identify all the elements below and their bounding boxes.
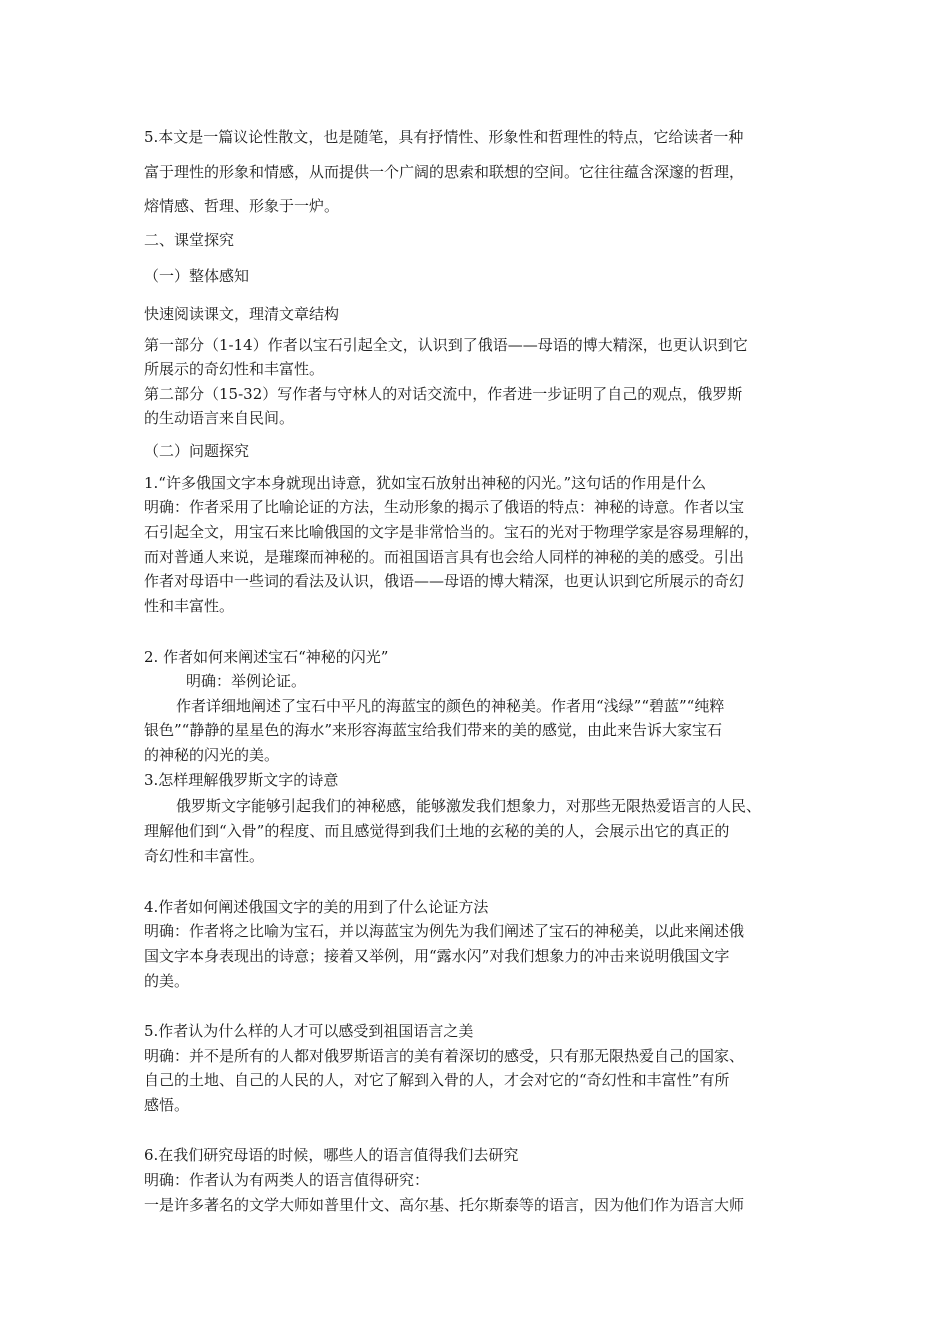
question-line: 6.在我们研究母语的时候，哪些人的语言值得我们去研究 xyxy=(144,1146,519,1164)
text-line: 明确：举例论证。 xyxy=(186,672,307,690)
text-line: 作者详细地阐述了宝石中平凡的海蓝宝的颜色的神秘美。作者用“浅绿”“碧蓝”“纯粹 xyxy=(176,697,725,715)
subsection-heading: （二）问题探究 xyxy=(144,442,250,460)
text-line: 明确：作者认为有两类人的语言值得研究： xyxy=(144,1171,430,1189)
question-line: 1.“许多俄国文字本身就现出诗意，犹如宝石放射出神秘的闪光。”这句话的作用是什么 xyxy=(144,474,707,492)
text-line: 一是许多著名的文学大师如普里什文、高尔基、托尔斯泰等的语言，因为他们作为语言大师 xyxy=(144,1196,745,1214)
text-line: 明确：作者采用了比喻论证的方法，生动形象的揭示了俄语的特点：神秘的诗意。作者以宝 xyxy=(144,498,745,516)
text-line: 明确：作者将之比喻为宝石，并以海蓝宝为例先为我们阐述了宝石的神秘美，以此来阐述俄 xyxy=(144,922,745,940)
text-line: 明确：并不是所有的人都对俄罗斯语言的美有着深切的感受，只有那无限热爱自己的国家、 xyxy=(144,1047,745,1065)
text-line: 石引起全文，用宝石来比喻俄国的文字是非常恰当的。宝石的光对于物理学家是容易理解的， xyxy=(144,523,760,541)
text-line: 作者对母语中一些词的看法及认识，俄语——母语的博大精深，也更认识到它所展示的奇幻 xyxy=(144,572,745,590)
text-line: 俄罗斯文字能够引起我们的神秘感，能够激发我们想象力，对那些无限热爱语言的人民、 xyxy=(176,797,762,815)
text-line: 的生动语言来自民间。 xyxy=(144,409,295,427)
text-line: 第一部分（1-14）作者以宝石引起全文，认识到了俄语——母语的博大精深，也更认识到它 xyxy=(144,336,748,354)
text-line: 富于理性的形象和情感，从而提供一个广阔的思索和联想的空间。它往往蕴含深邃的哲理， xyxy=(144,163,745,181)
text-line: 快速阅读课文，理清文章结构 xyxy=(144,305,340,323)
text-line: 而对普通人来说，是璀璨而神秘的。而祖国语言具有也会给人同样的神秘的美的感受。引出 xyxy=(144,548,745,566)
text-line: 第二部分（15-32）写作者与守林人的对话交流中，作者进一步证明了自己的观点，俄罗斯 xyxy=(144,385,743,403)
text-line: 自己的土地、自己的人民的人，对它了解到入骨的人，才会对它的“奇幻性和丰富性”有所 xyxy=(144,1071,730,1089)
question-line: 4.作者如何阐述俄国文字的美的用到了什么论证方法 xyxy=(144,898,489,916)
text-line: 的神秘的闪光的美。 xyxy=(144,746,280,764)
text-line: 国文字本身表现出的诗意；接着又举例，用“露水闪”对我们想象力的冲击来说明俄国文字 xyxy=(144,947,730,965)
section-heading: 二、课堂探究 xyxy=(144,231,235,249)
text-line: 的美。 xyxy=(144,972,190,990)
text-line: 5.本文是一篇议论性散文，也是随笔，具有抒情性、形象性和哲理性的特点，它给读者一种 xyxy=(144,128,744,146)
question-line: 2. 作者如何来阐述宝石“神秘的闪光” xyxy=(144,648,389,666)
text-line: 奇幻性和丰富性。 xyxy=(144,847,265,865)
text-line: 感悟。 xyxy=(144,1096,190,1114)
subsection-heading: （一）整体感知 xyxy=(144,267,250,285)
question-line: 5.作者认为什么样的人才可以感受到祖国语言之美 xyxy=(144,1022,474,1040)
text-line: 性和丰富性。 xyxy=(144,597,235,615)
text-line: 熔情感、哲理、形象于一炉。 xyxy=(144,197,340,215)
question-line: 3.怎样理解俄罗斯文字的诗意 xyxy=(144,771,339,789)
text-line: 所展示的奇幻性和丰富性。 xyxy=(144,360,325,378)
text-line: 理解他们到“入骨”的程度、而且感觉得到我们土地的玄秘的美的人，会展示出它的真正的 xyxy=(144,822,730,840)
text-line: 银色”“静静的星星色的海水”来形容海蓝宝给我们带来的美的感觉，由此来告诉大家宝石 xyxy=(144,721,723,739)
